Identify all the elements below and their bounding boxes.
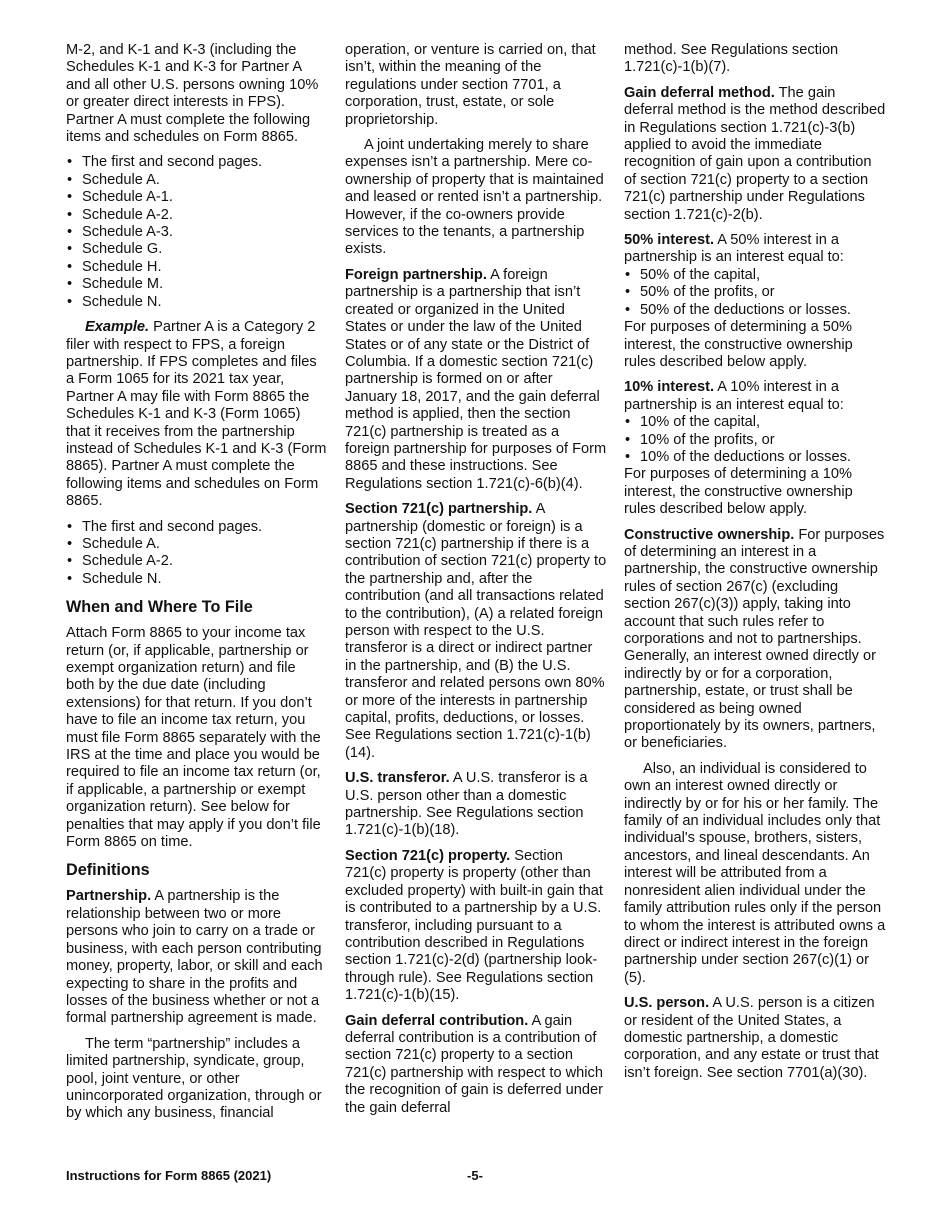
continued-paragraph: method. See Regulations section 1.721(c)-1(b)(7). — [624, 42, 839, 76]
footer-form-title: Instructions for Form 8865 (2021) — [66, 1168, 272, 1183]
list-item: • Schedule G. — [66, 241, 328, 258]
term-text: Section 721(c) property is property (other than excluded property) with built-in gain that is contributed to a partnership by a U.S. transferor, including pursuant to a contribution described in Regulations section 1.721(c)-2(d) (partnership look-through rule). See Regulations section 1.721(c)-1(b)(15). — [345, 847, 603, 1004]
list-item: • 50% of the capital, — [624, 267, 886, 284]
section-721c-partnership-definition — [345, 501, 607, 762]
schedule-list-2 — [66, 519, 328, 589]
list-item: • 10% of the deductions or losses. — [624, 449, 886, 466]
term-text: A partnership is the relationship between two or more persons who join to carry on a trade or business, with each person contributing money, property, labor, or skill and each expecting to share in the profits and losses of the business whether or not a formal partnership agreement is made. — [66, 888, 323, 1027]
list-item: • 10% of the profits, or — [624, 432, 886, 449]
us-person-definition — [624, 995, 886, 1082]
fifty-percent-note: For purposes of determining a 50% interest, the constructive ownership rules described below apply. — [624, 319, 853, 370]
list-item: • 50% of the deductions or losses. — [624, 302, 886, 319]
term-partnership-paragraph: The term “partnership” includes a limited partnership, syndicate, group, pool, joint venture, or other unincorporated organization, through or by which any business, financial — [66, 1035, 322, 1122]
constructive-ownership-definition — [624, 527, 886, 753]
term-text: A 50% interest in a partnership is an interest equal to: — [624, 232, 844, 266]
heading-definitions: Definitions — [66, 861, 150, 880]
list-item: • Schedule N. — [66, 571, 328, 588]
joint-undertaking-paragraph: A joint undertaking merely to share expenses isn’t a partnership. Mere co-ownership of property that is maintained and leased or rented isn’t a partnership. However, if the co-owners provide services to the tenants, a partnership exists. — [345, 137, 604, 258]
example-label: Example. — [85, 319, 150, 336]
ten-percent-list — [624, 414, 886, 466]
list-item: • Schedule A-3. — [66, 224, 328, 241]
term-text: A U.S. transferor is a U.S. person other than a domestic partnership. See Regulations section 1.721(c)-1(b)(18). — [345, 770, 588, 839]
term-text: The gain deferral method is the method described in Regulations section 1.721(c)-3(b) applied to avoid the immediate recognition of gain upon a contribution of section 721(c) property to a section 721(c) partnership under Regulations section 1.721(c)-2(b). — [624, 84, 886, 223]
list-item: • Schedule N. — [66, 294, 328, 311]
list-item: • The first and second pages. — [66, 154, 328, 171]
term-text: For purposes of determining an interest in a partnership, the constructive ownership rules of section 267(c) (excluding section 267(c)(3)) apply, taking into account that such rules refer to corporations and not to partnerships. Generally, an interest owned directly or indirectly by or for a corporation, partnership, estate, or trust shall be considered as being owned proportionately by its owners, partners, or beneficiaries. — [624, 526, 885, 752]
list-item: • Schedule A-2. — [66, 207, 328, 224]
list-item: • Schedule A-1. — [66, 189, 328, 206]
term-text: A partnership (domestic or foreign) is a section 721(c) partnership if there is a contribution of section 721(c) property to the partnership and, after the contribution (and all transactions related to the contribution), (A) a related foreign person with respect to the U.S. transferor is a direct or indirect partner in the partnership, and (B) the U.S. transferor and related persons own 80% or more of the interests in partnership capital, profits, deductions, or losses. See Regulations section 1.721(c)-1(b)(14). — [345, 501, 607, 761]
example-paragraph — [66, 319, 328, 510]
term-label: U.S. transferor. — [345, 770, 450, 787]
term-label: Section 721(c) property. — [345, 847, 511, 864]
column-1 — [66, 42, 328, 1131]
term-text: A foreign partnership is a partnership that isn’t created or organized in the United States or under the law of the United States or of any state or the District of Columbia. If a domestic section 721(c) partnership is formed on or after January 18, 2017, and the gain deferral method is applied, then the section 721(c) partnership is treated as a foreign partnership for purposes of Form 8865 and these instructions. See Regulations section 1.721(c)-6(b)(4). — [345, 266, 607, 492]
schedule-list-1 — [66, 154, 328, 311]
ten-percent-note: For purposes of determining a 10% interest, the constructive ownership rules described below apply. — [624, 466, 853, 518]
term-label: 10% interest. — [624, 379, 715, 396]
term-label: Constructive ownership. — [624, 526, 795, 543]
term-text: A gain deferral contribution is a contribution of section 721(c) property to a section 721(c) partnership with respect to which the recognition of gain is deferred under the gain deferral — [345, 1012, 603, 1116]
intro-paragraph: M-2, and K-1 and K-3 (including the Schedules K-1 and K-3 for Partner A and all other U.S. persons owning 10% or greater direct interests in FPS). Partner A must complete the following items and schedules on Form 8865. — [66, 42, 319, 146]
when-where-paragraph: Attach Form 8865 to your income tax return (or, if applicable, partnership or exempt organization return) and file both by the due date (including extensions) for that return. If you don’t have to file an income tax return, you must file Form 8865 separately with the IRS at the time and place you would be required to file an income tax return (or, if applicable, a partnership or exempt organization return). See below for penalties that may apply if you don’t file Form 8865 on time. — [66, 625, 321, 851]
continued-paragraph: operation, or venture is carried on, that isn’t, within the meaning of the regulations under section 7701, a corporation, trust, estate, or sole proprietorship. — [345, 42, 596, 128]
term-label: U.S. person. — [624, 995, 710, 1012]
page-number: -5- — [467, 1168, 483, 1183]
term-label: Section 721(c) partnership. — [345, 501, 533, 518]
gain-deferral-method-definition — [624, 85, 886, 224]
family-attribution-paragraph: Also, an individual is considered to own an interest owned directly or indirectly by or for his or her family. The family of an individual includes only that individual's spouse, brothers, sisters, ancestors, and lineal descendants. An interest will be attributed from a nonresident alien individual under the family attribution rules only if the person to whom the interest is attributed owns a direct or indirect interest in the foreign partnership under section 267(c)(1) or (5). — [624, 760, 886, 986]
foreign-partnership-definition — [345, 267, 607, 493]
list-item: • Schedule M. — [66, 276, 328, 293]
section-721c-property-definition — [345, 848, 607, 1005]
list-item: • Schedule A. — [66, 172, 328, 189]
gain-deferral-contribution-definition — [345, 1013, 607, 1117]
heading-when-where: When and Where To File — [66, 598, 253, 617]
term-intro — [624, 379, 886, 414]
column-2 — [345, 42, 607, 1125]
fifty-percent-list — [624, 267, 886, 319]
term-label: Gain deferral method. — [624, 84, 775, 101]
term-label: 50% interest. — [624, 232, 715, 249]
term-text: A U.S. person is a citizen or resident of the United States, a domestic partnership, a domestic corporation, and any estate or trust that isn’t foreign. See section 7701(a)(30). — [624, 995, 879, 1081]
term-intro — [624, 232, 886, 267]
term-label: Gain deferral contribution. — [345, 1012, 529, 1029]
example-text: Partner A is a Category 2 filer with respect to FPS, a foreign partnership. If FPS completes and files a Form 1065 for its 2021 tax year, Partner A may file with Form 8865 the Schedules K-1 and K-3 (Form 1065) that it receives from the partnership instead of Schedules K-1 and K-3 (Form 8865). Partner A must complete the following items and schedules on Form 8865. — [66, 319, 327, 510]
term-text: A 10% interest in a partnership is an interest equal to: — [624, 379, 844, 413]
list-item: • Schedule A. — [66, 536, 328, 553]
column-3 — [624, 42, 886, 1090]
list-item: • 50% of the profits, or — [624, 284, 886, 301]
list-item: • 10% of the capital, — [624, 414, 886, 431]
us-transferor-definition — [345, 770, 607, 840]
list-item: • Schedule A-2. — [66, 553, 328, 570]
partnership-definition — [66, 888, 328, 1027]
list-item: • Schedule H. — [66, 259, 328, 276]
fifty-percent-interest-definition — [624, 232, 886, 371]
term-label: Foreign partnership. — [345, 266, 487, 283]
list-item: • The first and second pages. — [66, 519, 328, 536]
ten-percent-interest-definition — [624, 379, 886, 518]
term-label: Partnership. — [66, 888, 152, 905]
